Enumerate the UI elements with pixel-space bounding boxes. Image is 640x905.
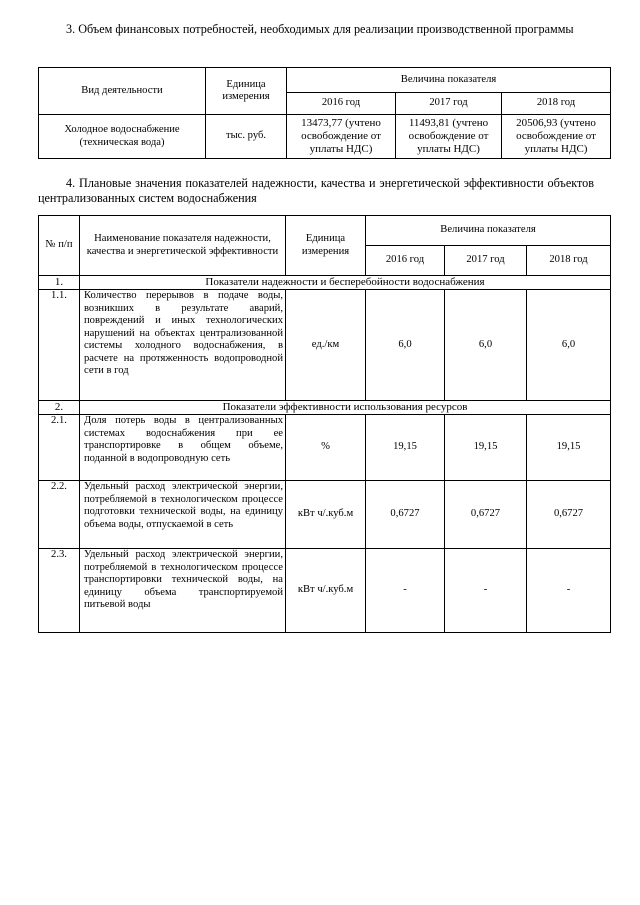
row-unit: ед./км [286, 290, 366, 401]
row-value-2016: 0,6727 [366, 481, 445, 549]
col-header-value: Величина показателя [366, 216, 611, 246]
row-name: Доля потерь воды в централизованных системах водоснабжения при ее транспортировке в общем объеме, поданной в водопроводную сеть [80, 415, 286, 481]
col-header-num: № п/п [39, 216, 80, 276]
col-header-name: Наименование показателя надежности, качества и энергетической эффективности [80, 216, 286, 276]
row-value-2018: 6,0 [527, 290, 611, 401]
row-value-2017: 11493,81 (учтено освобождение от уплаты НДС) [396, 115, 502, 159]
row-value-2016: 13473,77 (учтено освобождение от уплаты НДС) [287, 115, 396, 159]
row-name: Удельный расход электрической энергии, потребляемой в технологическом процессе подготовки технической воды, на единицу объема воды, отпускаемой в сеть [80, 481, 286, 549]
row-value-2018: - [527, 549, 611, 633]
col-header-year: 2018 год [527, 246, 611, 276]
group-title: Показатели надежности и бесперебойности водоснабжения [80, 276, 611, 290]
col-header-unit: Единица измерения [206, 68, 287, 115]
row-num: 2.1. [39, 415, 80, 481]
row-value-2017: 6,0 [445, 290, 527, 401]
col-header-year: 2018 год [502, 93, 611, 115]
row-num: 1.1. [39, 290, 80, 401]
row-unit: кВт ч/.куб.м [286, 481, 366, 549]
section4-heading: 4. Плановые значения показателей надежности, качества и энергетической эффективности объектов централизованных систем водоснабжения [38, 176, 594, 205]
col-header-year: 2016 год [366, 246, 445, 276]
row-value-2016: - [366, 549, 445, 633]
row-num: 2.2. [39, 481, 80, 549]
row-value-2016: 19,15 [366, 415, 445, 481]
section3-heading: 3. Объем финансовых потребностей, необходимых для реализации производственной программы [66, 22, 574, 36]
group-num: 2. [39, 401, 80, 415]
row-unit: % [286, 415, 366, 481]
row-unit: тыс. руб. [206, 115, 287, 159]
col-header-unit: Единица измерения [286, 216, 366, 276]
indicators-table [38, 215, 611, 633]
col-header-year: 2016 год [287, 93, 396, 115]
financial-needs-table [38, 67, 611, 159]
row-name: Удельный расход электрической энергии, потребляемой в технологическом процессе транспортировки технической воды, на единицу объема транспортируемой питьевой воды [80, 549, 286, 633]
row-activity: Холодное водоснабжение (техническая вода) [39, 115, 206, 159]
row-value-2018: 20506,93 (учтено освобождение от уплаты НДС) [502, 115, 611, 159]
row-value-2017: - [445, 549, 527, 633]
row-value-2016: 6,0 [366, 290, 445, 401]
row-num: 2.3. [39, 549, 80, 633]
row-name: Количество перерывов в подаче воды, возникших в результате аварий, повреждений и иных технологических нарушений на объектах централизованной системы холодного водоснабжения, в расчете на протяженность водопроводной сети в год [80, 290, 286, 401]
row-value-2017: 0,6727 [445, 481, 527, 549]
col-header-year: 2017 год [445, 246, 527, 276]
row-value-2017: 19,15 [445, 415, 527, 481]
col-header-year: 2017 год [396, 93, 502, 115]
col-header-activity: Вид деятельности [39, 68, 206, 115]
col-header-value: Величина показателя [287, 68, 611, 93]
row-value-2018: 0,6727 [527, 481, 611, 549]
group-num: 1. [39, 276, 80, 290]
group-title: Показатели эффективности использования ресурсов [80, 401, 611, 415]
row-unit: кВт ч/.куб.м [286, 549, 366, 633]
row-value-2018: 19,15 [527, 415, 611, 481]
